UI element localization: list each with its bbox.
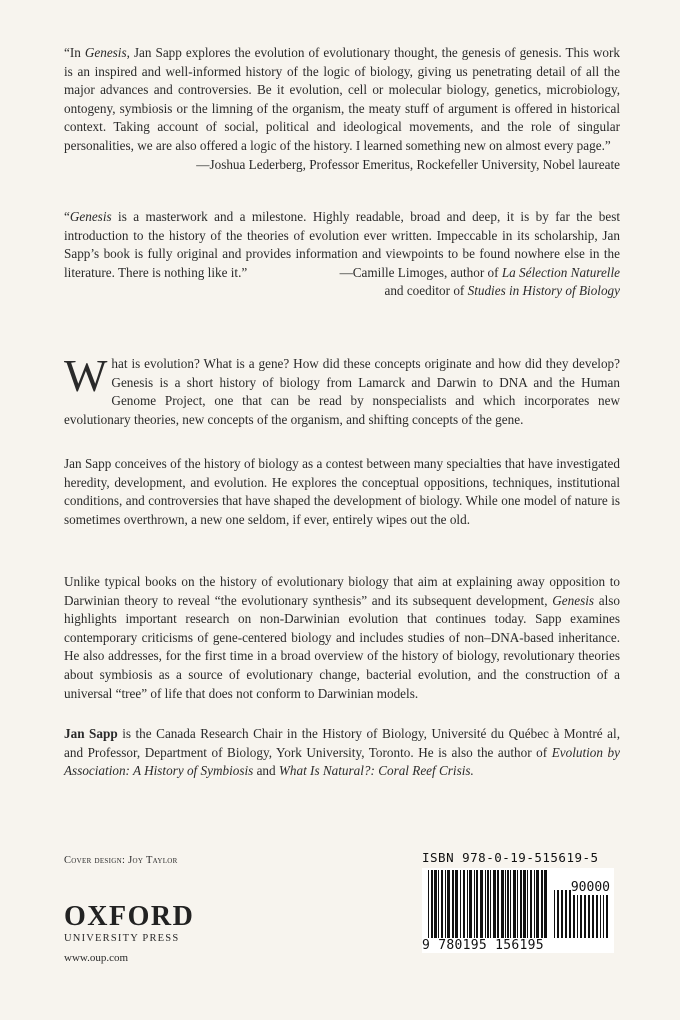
barcode-addon-bar <box>603 890 604 940</box>
barcode-bar <box>447 870 450 940</box>
barcode-addon-bar <box>561 890 563 940</box>
drop-cap: W <box>64 350 108 401</box>
barcode-bar <box>507 870 509 940</box>
publisher-wordmark: OXFORD <box>64 901 195 932</box>
quote-attribution-line2: and coeditor of Studies in History of Biology <box>384 283 620 299</box>
barcode-bar <box>428 870 429 940</box>
barcode-addon-bar <box>588 890 590 940</box>
barcode-bar <box>445 870 446 940</box>
barcode-bar <box>441 870 443 940</box>
ean-number: 9 780195 156195 <box>422 938 614 953</box>
barcode-bar <box>493 870 496 940</box>
barcode-bar <box>463 870 465 940</box>
barcode-addon-bar <box>584 890 586 940</box>
isbn-label: ISBN 978-0-19-515619-5 <box>422 850 599 865</box>
barcode-bar <box>469 870 472 940</box>
barcode-addon-bar <box>573 890 575 940</box>
barcode-bar <box>476 870 478 940</box>
quote-text: , Jan Sapp explores the evolution of evolutionary thought, the genesis of genesis. This work is an inspired and well-informed history of the logic of biology, giving us penetrating detail of all the major advances and controversies. Be it evolution, cell or molecular biology, genetics, microbiology, ontogeny, symbiosis or the limning of the organism, the meaty stuff of argument is offered in historical context. Taking account of social, political and ideological movements, and the role of singular personalities, we are also offered a logic of the history. I learned something new on almost every page.” <box>64 45 620 153</box>
barcode-bar <box>460 870 461 940</box>
barcode-bar <box>431 870 433 940</box>
barcode-bar <box>480 870 483 940</box>
barcode-addon-bar <box>557 890 559 940</box>
book-title-genesis: Genesis <box>69 209 112 224</box>
barcode-bar <box>497 870 499 940</box>
description-paragraph-3: Unlike typical books on the history of evolutionary biology that aim at explaining away opposition to Darwinian theory to reveal “the evolutionary synthesis” and its subsequent development, Genesis also highlights important research on non-Darwinian evolution that continues today. Sapp examines contemporary criticisms of gene-centered biology and includes studies of non–DNA-based inheritance. He also addresses, for the first time in a broad overview of the history of biology, revolutionary theories about symbiosis as a source of evolutionary change, bacterial evolution, and the construction of a universal “tree” of life that does not conform to Darwinian models. <box>64 574 620 701</box>
barcode-bar <box>505 870 506 940</box>
description-paragraph-1: What is evolution? What is a gene? How did these concepts originate and how did they develop? Genesis is a short history of biology from Lamarck and Darwin to DNA and the Human Genome Project, one that can be read by nonspecialists and which incorporates new evolutionary theories, new concepts of the organism, and shifting concepts of the gene. <box>64 350 620 427</box>
barcode-bar <box>544 870 547 940</box>
book-title-genesis: Genesis <box>84 45 127 60</box>
barcode-bar <box>487 870 489 940</box>
author-bio: Jan Sapp is the Canada Research Chair in the History of Biology, Université du Québec à Montré al, and Professor, Department of Biology, York University, Toronto. He is also the author of Evolution by Association: A History of Symbiosis and What Is Natural?: Coral Reef Crisis. <box>64 726 620 779</box>
barcode-bar <box>490 870 491 940</box>
barcode-bar <box>513 870 516 940</box>
barcode-bar <box>474 870 475 940</box>
quote-open: “In <box>64 45 85 60</box>
barcode-bar <box>520 870 522 940</box>
price-code: 90000 <box>570 880 610 895</box>
barcode-bar <box>434 870 437 940</box>
barcode-addon-bar <box>569 890 571 940</box>
barcode-addon-bar <box>565 890 567 940</box>
barcode-bar <box>517 870 518 940</box>
publisher-logo <box>64 903 214 944</box>
barcode-bar <box>438 870 439 940</box>
barcode-bar <box>530 870 532 940</box>
barcode-addon-bar <box>592 890 594 940</box>
isbn-barcode <box>422 850 614 965</box>
quote-attribution: —Camille Limoges, author of La Sélection Naturelle <box>339 264 620 280</box>
publisher-url: www.oup.com <box>64 952 129 964</box>
barcode-bar <box>541 870 543 940</box>
praise-quote-limoges <box>64 208 620 301</box>
barcode-bar <box>536 870 539 940</box>
barcode-bar <box>510 870 511 940</box>
barcode-addon-bar <box>554 890 555 940</box>
quote-attribution: —Joshua Lederberg, Professor Emeritus, Rockefeller University, Nobel laureate <box>196 156 620 172</box>
quote-text: is a masterwork and a milestone. Highly readable, broad and deep, it is by far the best introduction to the history of the theories of evolution ever written. Impeccable in its scholarship, Jan Sapp’s book is fully original and provides information and viewpoints to be found nowhere else in the literature. There is nothing like it.” <box>64 209 620 280</box>
publisher-subtitle: UNIVERSITY PRESS <box>64 933 180 944</box>
barcode-bar <box>485 870 486 940</box>
barcode-addon-bar <box>580 890 582 940</box>
barcode-addon-bar <box>596 890 598 940</box>
barcode-addon-bar <box>606 890 608 940</box>
author-name: Jan Sapp <box>64 726 118 741</box>
barcode-bar <box>527 870 528 940</box>
barcode-bar <box>534 870 535 940</box>
barcode-bar <box>523 870 526 940</box>
barcode-bar <box>467 870 468 940</box>
barcode-addon-bar <box>600 890 601 940</box>
barcode-bar <box>455 870 458 940</box>
quote-open: “ <box>64 209 70 224</box>
barcode-bar <box>501 870 504 940</box>
description-paragraph-2: Jan Sapp conceives of the history of biology as a contest between many specialties that have investigated heredity, development, and evolution. He explores the conceptual oppositions, techniques, institutional conditions, and controversies that have shaped the development of biology. While one model of nature is sometimes overthrown, a new one seldom, if ever, entirely wipes out the old. <box>64 456 620 527</box>
barcode-addon-bar <box>577 890 578 940</box>
praise-quote-lederberg <box>64 44 620 174</box>
cover-design-credit: Cover design: Joy Taylor <box>64 855 178 866</box>
barcode-bar <box>452 870 454 940</box>
